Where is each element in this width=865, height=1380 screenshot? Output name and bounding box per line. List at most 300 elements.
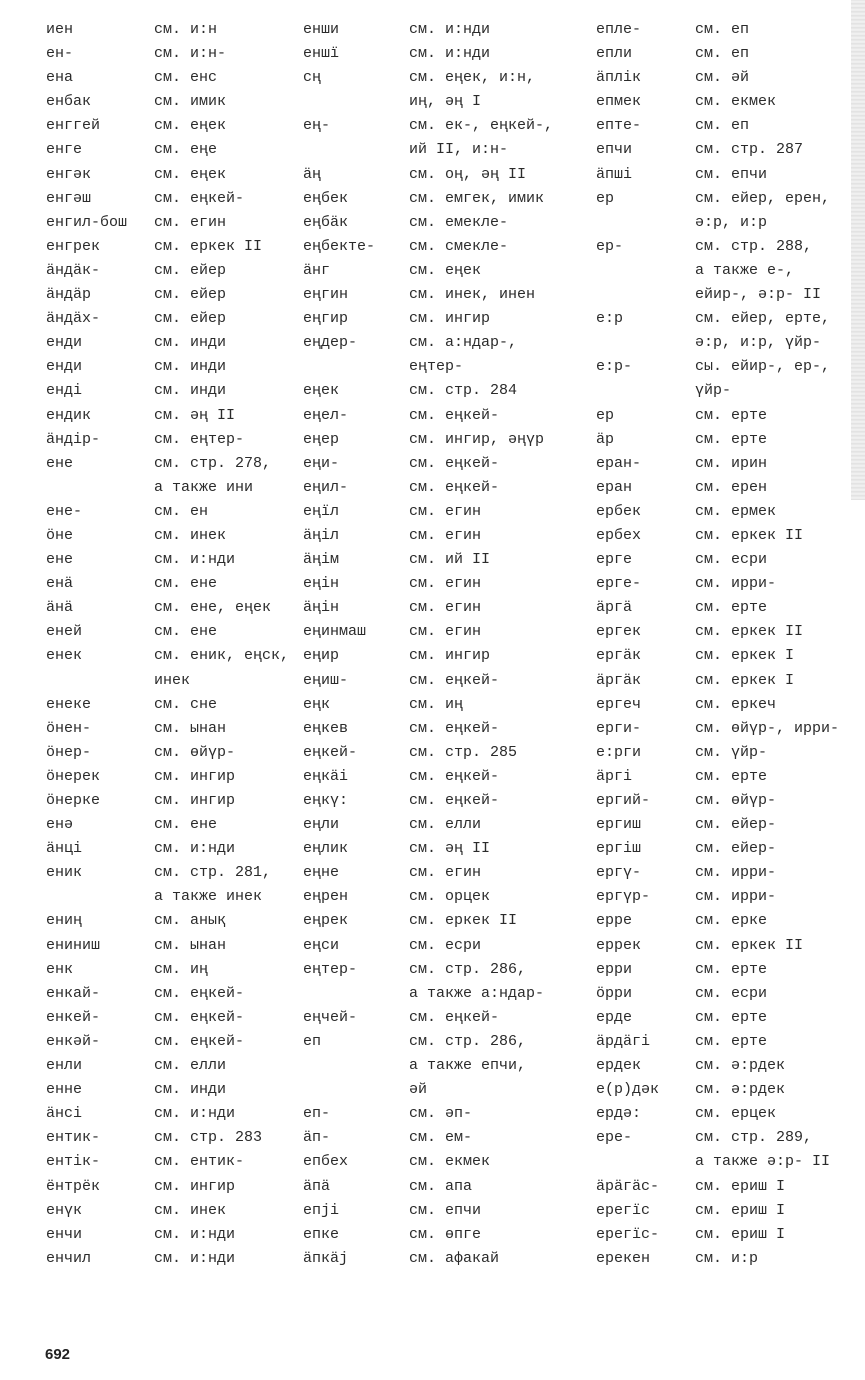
entry-reference: см. ериш I — [695, 1225, 786, 1243]
entry-reference: см. еңкей- — [154, 1032, 245, 1050]
entry-reference: см. инди — [154, 334, 227, 352]
entry-reference: см. егин — [409, 623, 482, 641]
dictionary-entry — [596, 524, 865, 548]
entry-headword: еңкев — [303, 719, 349, 737]
entry-headword: еңинмаш — [303, 623, 367, 641]
dictionary-entry — [46, 379, 336, 403]
entry-reference: см. ерке — [695, 912, 768, 930]
dictionary-entry — [596, 138, 865, 162]
entry-headword: еней — [46, 623, 83, 641]
entry-headword: öне — [46, 526, 74, 544]
dictionary-entry — [46, 163, 336, 187]
entry-reference: см. егин — [409, 575, 482, 593]
dictionary-entry — [596, 669, 865, 693]
entry-headword: ерде — [596, 1008, 633, 1026]
entry-reference: см. ингир — [409, 647, 491, 665]
entry-headword: иен — [46, 21, 74, 38]
dictionary-entry — [596, 500, 865, 524]
entry-headword: äп- — [303, 1129, 331, 1147]
dictionary-entry — [46, 1102, 336, 1126]
entry-headword: енек — [46, 647, 83, 665]
dictionary-entry — [596, 1078, 865, 1102]
entry-headword: енгəк — [46, 165, 92, 183]
entry-reference: см. имик — [154, 93, 227, 111]
entry-reference: см. егин — [409, 502, 482, 520]
entry-headword: епке — [303, 1225, 340, 1243]
dictionary-entry — [596, 1247, 865, 1271]
dictionary-entry — [596, 1223, 865, 1247]
entry-headword: äңіл — [303, 526, 340, 544]
dictionary-entry — [303, 885, 593, 909]
entry-reference: инек — [154, 671, 191, 689]
dictionary-entry — [303, 548, 593, 572]
dictionary-entry — [303, 596, 593, 620]
dictionary-entry — [596, 428, 865, 452]
dictionary-entry — [303, 138, 593, 162]
dictionary-entry — [596, 355, 865, 379]
dictionary-entry — [596, 934, 865, 958]
entry-reference: см. əң II — [409, 840, 491, 858]
entry-reference: см. ене — [154, 575, 218, 593]
dictionary-entry — [596, 572, 865, 596]
entry-reference: см. афакай — [409, 1249, 500, 1267]
entry-headword: епбех — [303, 1153, 349, 1171]
entry-reference: см. еркек I — [695, 647, 795, 665]
dictionary-entry — [303, 452, 593, 476]
entry-reference: см. еңек, и:н, — [409, 69, 536, 87]
dictionary-entry — [596, 813, 865, 837]
dictionary-entry — [303, 1223, 593, 1247]
entry-reference: а также епчи, — [409, 1057, 527, 1075]
entry-headword: епле- — [596, 21, 642, 38]
entry-headword: ер — [596, 406, 615, 424]
entry-reference: см. ермек — [695, 502, 777, 520]
entry-reference: см. стр. 286, — [409, 1032, 527, 1050]
entry-reference: см. ентик- — [154, 1153, 245, 1171]
dictionary-entry — [596, 717, 865, 741]
entry-reference: см. еңкей- — [409, 792, 500, 809]
entry-reference: ий II, и:н- — [409, 141, 509, 159]
entry-reference: см. сне — [154, 695, 218, 713]
entry-headword: öнен- — [46, 719, 92, 737]
entry-headword: еңбäк — [303, 213, 349, 231]
dictionary-entry — [46, 741, 336, 765]
dictionary-entry — [46, 404, 336, 428]
entry-headword: епте- — [596, 117, 642, 135]
dictionary-entry — [46, 572, 336, 596]
entry-headword: ене- — [46, 502, 83, 520]
dictionary-entry — [596, 1006, 865, 1030]
dictionary-entry — [303, 1102, 593, 1126]
entry-headword: еншї — [303, 45, 340, 63]
entry-headword: енне — [46, 1081, 83, 1099]
entry-reference: см. елли — [154, 1057, 227, 1075]
dictionary-entry — [46, 1247, 336, 1271]
entry-reference: см. еник, еңск, — [154, 647, 290, 665]
entry-reference: см. стр. 289, — [695, 1129, 813, 1147]
dictionary-entry — [303, 669, 593, 693]
dictionary-entry — [46, 187, 336, 211]
entry-reference: см. есри — [695, 551, 768, 569]
entry-headword: ербек — [596, 502, 642, 520]
entry-reference: см. ий II — [409, 551, 491, 569]
dictionary-entry — [596, 114, 865, 138]
entry-reference: см. а:ндар-, — [409, 334, 518, 352]
entry-reference: см. и:нди — [154, 1249, 236, 1267]
entry-reference: см. еркек I — [695, 671, 795, 689]
dictionary-entry — [46, 452, 336, 476]
entry-reference: см. ейер- — [695, 816, 777, 834]
entry-reference: см. стр. 287 — [695, 141, 804, 159]
entry-headword: енши — [303, 21, 340, 38]
entry-reference: см. еңек — [154, 117, 227, 135]
entry-reference: см. ем- — [409, 1129, 473, 1147]
dictionary-entry — [303, 620, 593, 644]
dictionary-entry — [46, 476, 336, 500]
entry-headword: ере- — [596, 1129, 633, 1147]
entry-headword: ергиш — [596, 816, 642, 834]
entry-headword: äндäк- — [46, 261, 101, 279]
entry-reference: см. еркек II — [695, 526, 804, 544]
dictionary-entry — [46, 620, 336, 644]
dictionary-entry — [303, 693, 593, 717]
entry-reference: см. еңкей- — [409, 671, 500, 689]
entry-reference: см. екмек — [695, 93, 777, 111]
entry-reference: см. и:н- — [154, 45, 227, 63]
dictionary-entry — [303, 1175, 593, 1199]
entry-reference: см. иң — [409, 695, 464, 713]
entry-reference: см. үйр- — [695, 743, 768, 761]
entry-reference: см. епчи — [409, 1201, 482, 1219]
entry-reference: см. ирин — [695, 454, 768, 472]
dictionary-entry — [46, 259, 336, 283]
entry-headword: äплік — [596, 69, 642, 87]
dictionary-entry — [303, 331, 593, 355]
entry-reference: см. еңкей- — [154, 984, 245, 1002]
dictionary-entry — [596, 283, 865, 307]
entry-headword: ергіш — [596, 840, 642, 858]
entry-headword: ерге — [596, 551, 633, 569]
dictionary-entry — [596, 211, 865, 235]
dictionary-entry — [596, 452, 865, 476]
entry-reference: см. орцек — [409, 888, 491, 906]
entry-headword: еңне — [303, 864, 340, 882]
entry-headword: еңдер- — [303, 334, 358, 352]
dictionary-entry — [46, 211, 336, 235]
entry-reference: см. оң, əң II — [409, 165, 527, 183]
entry-reference: см. и:нди — [154, 1225, 236, 1243]
entry-reference: см. стр. 281, — [154, 864, 272, 882]
dictionary-entry — [596, 404, 865, 428]
entry-headword: äнці — [46, 840, 83, 858]
entry-headword: ерри — [596, 960, 633, 978]
entry-reference: см. ерте — [695, 1032, 768, 1050]
entry-headword: ергий- — [596, 792, 651, 809]
entry-headword: ер — [596, 189, 615, 207]
dictionary-entry — [46, 861, 336, 885]
dictionary-entry — [596, 620, 865, 644]
dictionary-entry — [303, 42, 593, 66]
entry-headword: еңер — [303, 430, 340, 448]
entry-headword: еңгин — [303, 286, 349, 304]
entry-headword: енчи — [46, 1225, 83, 1243]
entry-reference: см. ерте — [695, 767, 768, 785]
entry-headword: енкай- — [46, 984, 101, 1002]
dictionary-entry — [596, 885, 865, 909]
dictionary-entry — [46, 66, 336, 90]
entry-headword: öнерек — [46, 767, 101, 785]
entry-reference: см. и:р — [695, 1249, 759, 1267]
dictionary-entry — [596, 1102, 865, 1126]
page-number: 692 — [45, 1346, 71, 1363]
dictionary-entry — [46, 1030, 336, 1054]
entry-reference: см. ейер, ерте, — [695, 310, 831, 328]
dictionary-entry — [596, 837, 865, 861]
entry-reference: см. ирри- — [695, 575, 777, 593]
entry-reference: см. өйүр- — [154, 743, 236, 761]
dictionary-entry — [46, 669, 336, 693]
entry-headword: енкей- — [46, 1008, 101, 1026]
entry-reference: см. ынан — [154, 719, 227, 737]
entry-headword: енгрек — [46, 237, 101, 255]
entry-reference: см. инек — [154, 1201, 227, 1219]
entry-headword: еран- — [596, 454, 642, 472]
entry-reference: см. өйүр-, ирри- — [695, 719, 840, 737]
entry-reference: см. егин — [409, 526, 482, 544]
entry-reference: ə:р, и:р, үйр- — [695, 334, 822, 352]
dictionary-entry — [46, 138, 336, 162]
entry-headword: ерре — [596, 912, 633, 930]
dictionary-entry — [596, 958, 865, 982]
entry-reference: см. ингир — [154, 792, 236, 809]
entry-reference: см. еңкей- — [409, 767, 500, 785]
entry-reference: иң, əң I — [409, 93, 482, 111]
entry-reference: ейир-, ə:р- II — [695, 286, 822, 304]
entry-reference: см. егин — [409, 864, 482, 882]
dictionary-entry — [303, 572, 593, 596]
dictionary-entry — [596, 1150, 865, 1174]
dictionary-entry — [46, 1223, 336, 1247]
entry-headword: ерге- — [596, 575, 642, 593]
dictionary-entry — [303, 500, 593, 524]
entry-reference: см. емекле- — [409, 213, 509, 231]
entry-headword: енли — [46, 1057, 83, 1075]
entry-headword: енкəй- — [46, 1032, 101, 1050]
entry-column-3 — [596, 18, 865, 1271]
dictionary-entry — [303, 861, 593, 885]
entry-reference: см. ейер- — [695, 840, 777, 858]
entry-headword: äң — [303, 165, 322, 183]
entry-headword: еңли — [303, 816, 340, 834]
entry-reference: см. еңек — [154, 165, 227, 183]
entry-reference: см. ерте — [695, 1008, 768, 1026]
entry-headword: äнä — [46, 599, 74, 617]
entry-reference: см. еркек II — [695, 936, 804, 954]
dictionary-entry — [303, 1247, 593, 1271]
entry-reference: см. и:нди — [154, 1105, 236, 1123]
entry-reference: см. ейер — [154, 261, 227, 279]
dictionary-entry — [596, 596, 865, 620]
entry-reference: см. инек — [154, 526, 227, 544]
entry-headword: енггей — [46, 117, 101, 135]
entry-headword: еңил- — [303, 478, 349, 496]
dictionary-entry — [303, 644, 593, 668]
entry-reference: см. ене — [154, 623, 218, 641]
dictionary-entry — [596, 1030, 865, 1054]
dictionary-entry — [596, 1054, 865, 1078]
entry-headword: еп — [303, 1032, 322, 1050]
entry-reference: а также ə:р- II — [695, 1153, 831, 1171]
entry-reference: сы. ейир-, ер-, — [695, 358, 831, 376]
entry-headword: ентік- — [46, 1153, 101, 1171]
dictionary-entry — [596, 187, 865, 211]
entry-headword: ëнтрëк — [46, 1177, 101, 1195]
dictionary-entry — [596, 18, 865, 42]
entry-headword: еңек — [303, 382, 340, 400]
dictionary-entry — [303, 476, 593, 500]
entry-headword: епли — [596, 45, 633, 63]
entry-headword: еңгир — [303, 310, 349, 328]
entry-headword: äргä — [596, 599, 633, 617]
dictionary-entry — [596, 741, 865, 765]
entry-headword: öнеркe — [46, 792, 101, 809]
dictionary-entry — [46, 355, 336, 379]
entry-headword: äргäк — [596, 671, 642, 689]
entry-headword: енгил-бош — [46, 213, 128, 231]
dictionary-entry — [46, 596, 336, 620]
entry-headword: äндäх- — [46, 310, 101, 328]
entry-headword: еңрек — [303, 912, 349, 930]
entry-headword: енə — [46, 816, 74, 834]
entry-headword: ентик- — [46, 1129, 101, 1147]
dictionary-entry — [596, 1175, 865, 1199]
entry-headword: еңел- — [303, 406, 349, 424]
entry-reference: см. ерте — [695, 430, 768, 448]
entry-headword: енä — [46, 575, 74, 593]
dictionary-entry — [303, 211, 593, 235]
entry-reference: см. ек-, еңкей-, — [409, 117, 554, 135]
entry-headword: еңчей- — [303, 1008, 358, 1026]
dictionary-entry — [46, 428, 336, 452]
entry-reference: см. ериш I — [695, 1201, 786, 1219]
entry-headword: ергеч — [596, 695, 642, 713]
entry-headword: äнсі — [46, 1105, 83, 1123]
entry-reference: см. стр. 286, — [409, 960, 527, 978]
entry-reference: а также ини — [154, 478, 254, 496]
entry-headword: äрäгäс- — [596, 1177, 660, 1195]
dictionary-entry — [303, 428, 593, 452]
entry-reference: см. ене, еңек — [154, 599, 272, 617]
entry-headword: еңлик — [303, 840, 349, 858]
entry-reference: см. ə:рдек — [695, 1081, 786, 1099]
dictionary-entry — [46, 1054, 336, 1078]
entry-headword: еңир — [303, 647, 340, 665]
entry-headword: ергäк — [596, 647, 642, 665]
dictionary-entry — [596, 259, 865, 283]
entry-reference: см. ене — [154, 816, 218, 834]
entry-headword: öрри — [596, 984, 633, 1002]
entry-reference: см. ингир — [154, 767, 236, 785]
dictionary-entry — [596, 235, 865, 259]
entry-reference: см. емгек, имик — [409, 189, 545, 207]
entry-headword: äрдäгі — [596, 1032, 651, 1050]
dictionary-entry — [46, 42, 336, 66]
entry-headword: äнг — [303, 261, 331, 279]
entry-reference: а также е-, — [695, 261, 795, 279]
dictionary-entry — [303, 355, 593, 379]
entry-reference: см. ирри- — [695, 888, 777, 906]
dictionary-entry — [46, 765, 336, 789]
entry-headword: äпші — [596, 165, 633, 183]
dictionary-entry — [303, 958, 593, 982]
entry-headword: ерегїс- — [596, 1225, 660, 1243]
entry-reference: см. стр. 284 — [409, 382, 518, 400]
entry-reference: см. еңкей- — [409, 719, 500, 737]
dictionary-entry — [303, 837, 593, 861]
entry-headword: ердə: — [596, 1105, 642, 1123]
entry-headword: енчил — [46, 1249, 92, 1267]
dictionary-entry — [303, 909, 593, 933]
entry-reference: см. и:нди — [154, 840, 236, 858]
dictionary-entry — [596, 909, 865, 933]
dictionary-entry — [596, 163, 865, 187]
entry-reference: см. еркек II — [409, 912, 518, 930]
entry-reference: см. еңтер- — [154, 430, 245, 448]
entry-headword: енгe — [46, 141, 83, 159]
dictionary-entry — [46, 982, 336, 1006]
entry-reference: см. егин — [409, 599, 482, 617]
entry-reference: см. ерен — [695, 478, 768, 496]
dictionary-entry — [303, 524, 593, 548]
dictionary-entry — [596, 307, 865, 331]
entry-reference: см. ингир, əңүр — [409, 430, 545, 448]
dictionary-entry — [303, 259, 593, 283]
dictionary-entry — [303, 934, 593, 958]
dictionary-entry — [303, 1199, 593, 1223]
entry-headword: еңін — [303, 575, 340, 593]
entry-headword: епјі — [303, 1201, 340, 1219]
entry-reference: см. ингир — [154, 1177, 236, 1195]
entry-reference: см. еп — [695, 21, 750, 38]
entry-reference: см. еркеч — [695, 695, 777, 713]
entry-reference: см. стр. 278, — [154, 454, 272, 472]
entry-headword: ергүр- — [596, 888, 651, 906]
dictionary-entry — [46, 307, 336, 331]
entry-reference: см. ерте — [695, 960, 768, 978]
dictionary-entry — [303, 741, 593, 765]
entry-reference: см. еркек II — [695, 623, 804, 641]
entry-headword: еңкей- — [303, 743, 358, 761]
entry-reference: см. өпге — [409, 1225, 482, 1243]
entry-reference: см. есри — [409, 936, 482, 954]
dictionary-entry — [596, 476, 865, 500]
entry-headword: еңкäі — [303, 767, 349, 785]
entry-headword: ене — [46, 551, 74, 569]
dictionary-entry — [46, 789, 336, 813]
entry-headword: енгəш — [46, 189, 92, 207]
dictionary-entry — [596, 379, 865, 403]
dictionary-entry — [46, 18, 336, 42]
entry-reference: см. стр. 285 — [409, 743, 518, 761]
dictionary-entry — [303, 163, 593, 187]
dictionary-entry — [46, 548, 336, 572]
entry-headword: ена — [46, 69, 74, 87]
dictionary-entry — [46, 813, 336, 837]
entry-headword: еңбек — [303, 189, 349, 207]
entry-headword: äпä — [303, 1177, 331, 1195]
dictionary-entry — [303, 789, 593, 813]
entry-reference: см. əп- — [409, 1105, 473, 1123]
